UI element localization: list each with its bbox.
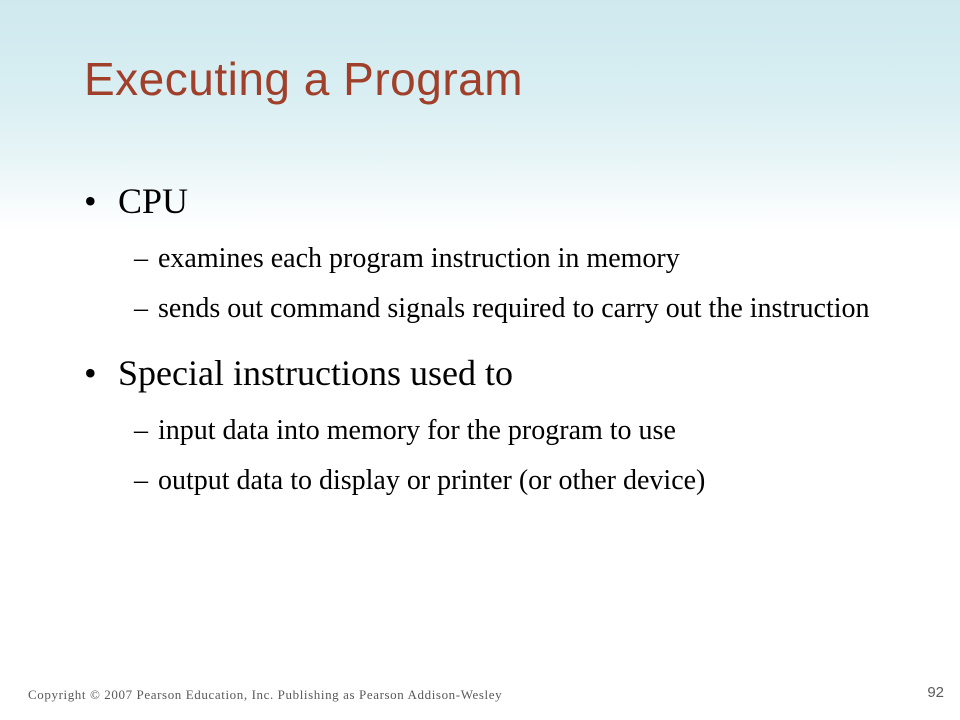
dash-marker: – <box>134 243 148 274</box>
subitem-input-data <box>84 414 884 448</box>
subitem-text: examines each program instruction in memory <box>158 243 680 274</box>
bullet-cpu <box>84 180 884 222</box>
subitem-text: sends out command signals required to carry out the instruction <box>158 293 870 324</box>
subitem-text: input data into memory for the program to use <box>158 415 676 446</box>
subitem-output-data <box>84 464 884 498</box>
page-number: 92 <box>927 684 944 701</box>
slide-content <box>84 180 884 514</box>
bullet-marker: • <box>84 353 97 393</box>
bullet-marker: • <box>84 181 97 221</box>
bullet-text: Special instructions used to <box>118 353 513 393</box>
subitem-text: output data to display or printer (or other device) <box>158 465 706 496</box>
bullet-text: CPU <box>118 181 189 221</box>
slide-title: Executing a Program <box>84 53 524 105</box>
bullet-special-instructions <box>84 352 884 394</box>
subitem-examines <box>84 242 884 276</box>
subitem-sends <box>84 292 884 326</box>
dash-marker: – <box>134 415 148 446</box>
copyright-footer: Copyright © 2007 Pearson Education, Inc. Publishing as Pearson Addison-Wesley <box>28 687 503 702</box>
dash-marker: – <box>134 465 148 496</box>
dash-marker: – <box>134 293 148 324</box>
